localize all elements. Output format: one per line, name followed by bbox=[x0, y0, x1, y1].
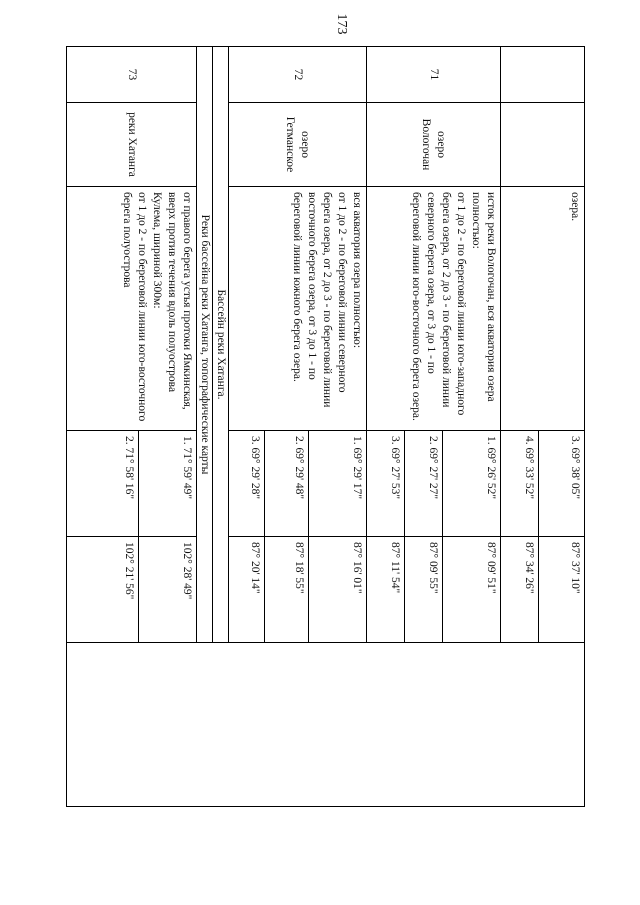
latitude-cell: 3. 69° 38' 05" bbox=[539, 431, 585, 537]
subsection-header: Реки бассейна реки Хатанга, топографические карты bbox=[197, 47, 213, 643]
longitude-cell: 87° 09' 55" bbox=[405, 537, 443, 643]
latitude-cell: 2. 69° 27' 27" bbox=[405, 431, 443, 537]
table-row bbox=[539, 47, 585, 807]
fishing-areas-table bbox=[66, 46, 585, 806]
water-body-name-empty bbox=[501, 103, 585, 187]
area-description-intro: вся акватория озера полностью: bbox=[351, 192, 363, 349]
water-body-name: озеро Вологочан bbox=[367, 103, 501, 187]
longitude-cell: 87° 34' 26" bbox=[501, 537, 539, 643]
longitude-cell: 87° 18' 55" bbox=[265, 537, 309, 643]
latitude-cell: 3. 69° 29' 28" bbox=[229, 431, 265, 537]
page-number: 173 bbox=[334, 13, 349, 35]
area-description-points: от 1 до 2 - по береговой линии юго-западного берега озера, от 2 до 3 - по береговой линии северного берега озера, от 3 до 1 - по береговой линии юго-восточного берега озера. bbox=[410, 192, 467, 421]
row-number: 72 bbox=[229, 47, 367, 103]
area-description-points: от 1 до 2 - по береговой линии северного берега озера, от 2 до 3 - по береговой линии восточного берега озера, от 3 до 1 - по береговой линии южного берега озера. bbox=[291, 192, 348, 408]
longitude-cell: 87° 11' 54" bbox=[367, 537, 405, 643]
latitude-cell: 1. 69° 29' 17" bbox=[309, 431, 367, 537]
area-description-intro: от правого берега устья протоки Ямкинская, вверх против течения вдоль полуострова Кулема, шириной 300м: bbox=[151, 192, 193, 410]
longitude-cell: 87° 09' 51" bbox=[443, 537, 501, 643]
latitude-cell: 1. 71° 59' 49" bbox=[139, 431, 197, 537]
species-cell-empty bbox=[67, 643, 585, 807]
latitude-cell: 1. 69° 26' 52" bbox=[443, 431, 501, 537]
latitude-cell: 4. 69° 33' 52" bbox=[501, 431, 539, 537]
area-description bbox=[367, 187, 501, 431]
row-number-empty bbox=[501, 47, 585, 103]
area-description bbox=[229, 187, 367, 431]
section-header: Бассейн реки Хатанга. bbox=[213, 47, 229, 643]
longitude-cell: 87° 20' 14" bbox=[229, 537, 265, 643]
row-number: 71 bbox=[367, 47, 501, 103]
area-description-points: от 1 до 2 - по береговой линии юго-восточного берега полуострова bbox=[121, 192, 148, 422]
longitude-cell: 102° 21' 56" bbox=[67, 537, 139, 643]
latitude-cell: 2. 69° 29' 48" bbox=[265, 431, 309, 537]
row-number: 73 bbox=[67, 47, 197, 103]
longitude-cell: 102° 28' 49" bbox=[139, 537, 197, 643]
latitude-cell: 3. 69° 27' 53" bbox=[367, 431, 405, 537]
longitude-cell: 87° 16' 01" bbox=[309, 537, 367, 643]
water-body-name: озеро Гетманское bbox=[229, 103, 367, 187]
latitude-cell: 2. 71° 58' 16" bbox=[67, 431, 139, 537]
longitude-cell: 87° 37' 10" bbox=[539, 537, 585, 643]
area-description-intro: исток реки Вологочан, вся акватория озера полностью: bbox=[470, 192, 497, 402]
area-description: озера. bbox=[501, 187, 585, 431]
water-body-name: реки Хатанга bbox=[67, 103, 197, 187]
area-description bbox=[67, 187, 197, 431]
